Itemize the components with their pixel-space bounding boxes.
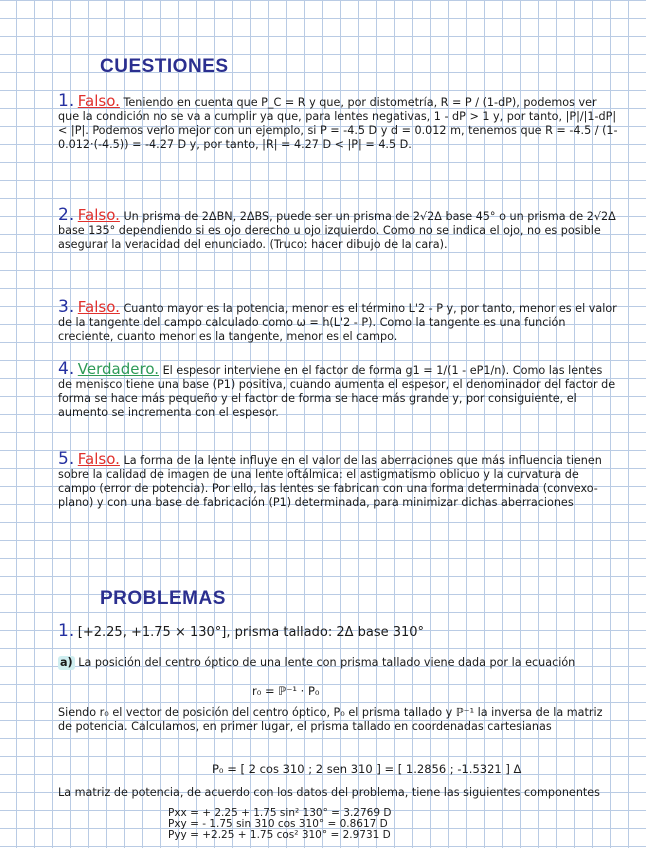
question-text: La forma de la lente influye en el valor de las aberraciones que más influencia tienen sobre la calidad de imagen de una lente oftálmica: el astigmatismo oblicuo y la curvatura de campo (error de potencia). Por ello, las lentes se fabrican con una forma determinada (convexo-plano) y con una base de fabricación (P1) determinada, para minimizar dichas aberraciones [58, 454, 602, 509]
section-title-cuestiones: CUESTIONES [100, 56, 229, 77]
question-text: Cuanto mayor es la potencia, menor es el término L'2 - P y, por tanto, menor es el valor de la tangente del campo calculado como ω = h(L'2 - P). Como la tangente es una función creciente, cuanto menor es la tangente, menor es el campo. [58, 302, 617, 343]
question-1 [58, 91, 618, 152]
section-title-problemas: PROBLEMAS [100, 588, 226, 609]
question-number: 5. [58, 449, 75, 469]
question-text: El espesor interviene en el factor de forma g1 = 1/(1 - eP1/n). Como las lentes de menisco tiene una base (P1) positiva, cuando aumenta el espesor, el denominador del factor de forma se hace más pequeño y el factor de forma se hace más grande y, por consiguiente, el aumento se incrementa con el espesor. [58, 364, 616, 419]
question-verdict: Falso. [77, 206, 120, 224]
question-2 [58, 205, 618, 252]
question-verdict: Falso. [77, 298, 120, 316]
question-verdict: Verdadero. [77, 360, 160, 378]
question-verdict: Falso. [77, 92, 120, 110]
power-matrix-components [168, 808, 391, 841]
question-number: 2. [58, 205, 75, 225]
component-pyy: Pyy = +2.25 + 1.75 cos² 310° = 2.9731 D [168, 829, 391, 841]
question-number: 4. [58, 359, 75, 379]
problem-number: 1. [58, 621, 75, 641]
equation-optical-center: r₀ = ℙ⁻¹ · P₀ [252, 684, 320, 698]
question-number: 3. [58, 297, 75, 317]
part-a-text: La posición del centro óptico de una lente con prisma tallado viene dada por la ecuación [78, 656, 576, 669]
equation-prism: P₀ = [ 2 cos 310 ; 2 sen 310 ] = [ 1.2856 ; -1.5321 ] Δ [212, 762, 522, 776]
question-4 [58, 359, 618, 420]
component-pxx: Pxx = + 2.25 + 1.75 sin² 130° = 3.2769 D [168, 807, 392, 819]
problem-text: [+2.25, +1.75 × 130°], prisma tallado: 2Δ base 310° [77, 625, 425, 640]
question-verdict: Falso. [77, 450, 120, 468]
question-text: Un prisma de 2ΔBN, 2ΔBS, puede ser un prisma de 2√2Δ base 45° o un prisma de 2√2Δ base 135° dependiendo si es ojo derecho u ojo izquierdo. Como no se indica el ojo, no es posible asegurar la veracidad del enunciado. (Truco: hacer dibujo de la cara). [58, 210, 616, 251]
question-text: Teniendo en cuenta que P_C = R y que, por distometría, R = P / (1-dP), podemos ver que la condición no se va a cumplir ya que, para lentes negativas, 1 - dP > 1 y, por tanto, |P|/|1-dP| < |P|. Podemos verlo mejor con un ejemplo, si P = -4.5 D y d = 0.012 m, tenemos que R = -4.5 / (1-0.012·(-4.5)) = -4.27 D y, por tanto, |R| = 4.27 D < |P| = 4.5 D. [58, 96, 618, 151]
question-3 [58, 297, 618, 344]
part-a-matrix-text: La matriz de potencia, de acuerdo con los datos del problema, tiene las siguientes componentes [58, 786, 601, 799]
part-a-label: a) [60, 656, 73, 669]
component-pxy: Pxy = - 1.75 sin 310 cos 310° = 0.8617 D [168, 818, 388, 830]
question-number: 1. [58, 91, 75, 111]
question-5 [58, 449, 618, 510]
part-a-intro [58, 656, 618, 670]
problem-1-statement [58, 621, 618, 641]
part-a-explanation: Siendo r₀ el vector de posición del centro óptico, P₀ el prisma tallado y ℙ⁻¹ la inversa de la matriz de potencia. Calculamos, en primer lugar, el prisma tallado en coordenadas cartesianas [58, 706, 603, 733]
